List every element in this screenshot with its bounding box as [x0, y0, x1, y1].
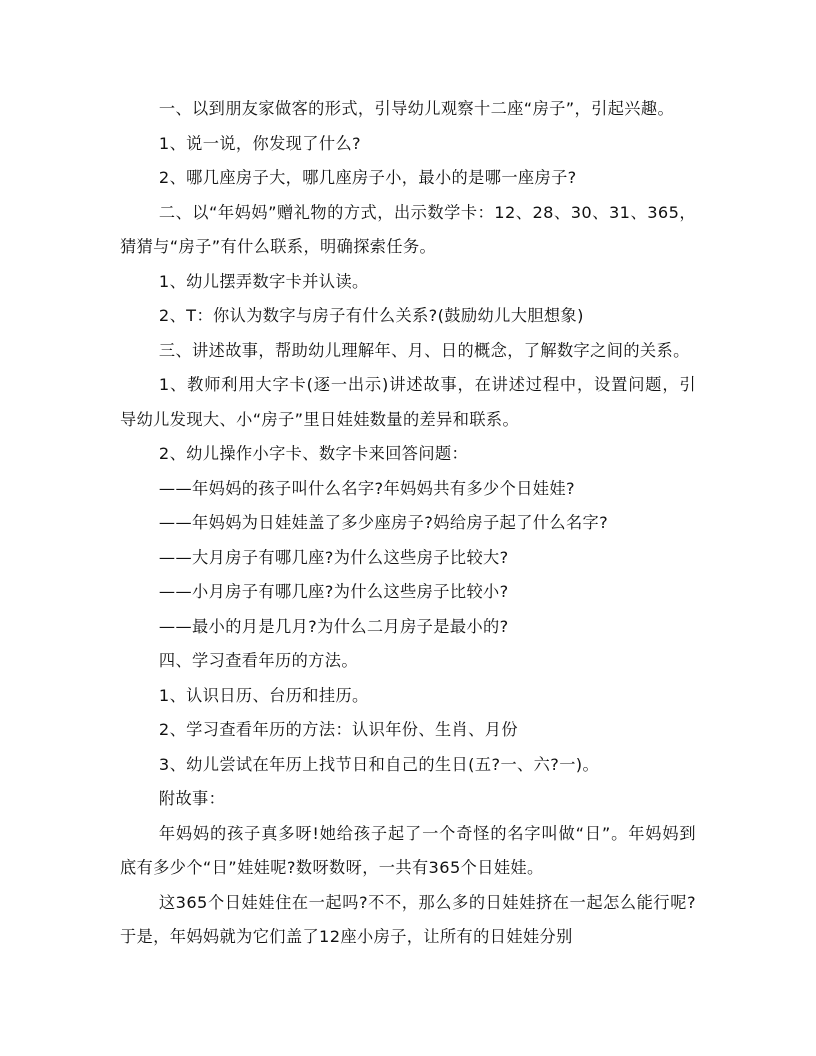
paragraph-8: 1、教师利用大字卡(逐一出示)讲述故事，在讲述过程中，设置问题，引导幼儿发现大、小“房子”里日娃娃数量的差异和联系。 — [120, 375, 696, 429]
appendix-heading: 附故事： — [158, 789, 226, 808]
paragraph-6: 2、T：你认为数字与房子有什么关系?(鼓励幼儿大胆想象) — [158, 306, 584, 325]
paragraph-2: 1、说一说，你发现了什么? — [158, 133, 362, 153]
paragraph-15: 四、学习查看年历的方法。 — [158, 651, 358, 670]
dialogue-question-1: ——年妈妈的孩子叫什么名字?年妈妈共有多少个日娃娃? — [158, 478, 575, 498]
paragraph-4: 二、以“年妈妈”赠礼物的方式，出示数学卡：12、28、30、31、365，猜猜与“房子”有什么联系，明确探索任务。 — [120, 202, 696, 256]
dialogue-question-2: ——年妈妈为日娃娃盖了多少座房子?妈给房子起了什么名字? — [158, 513, 609, 532]
story-paragraph-1: 年妈妈的孩子真多呀!她给孩子起了一个奇怪的名字叫做“日”。年妈妈到底有多少个“日”娃娃呢?数呀数呀，一共有365个日娃娃。 — [120, 823, 696, 877]
document-body — [120, 92, 696, 955]
dialogue-question-4: ——小月房子有哪几座?为什么这些房子比较小? — [158, 582, 509, 601]
dialogue-question-5: ——最小的月是几月?为什么二月房子是最小的? — [158, 616, 509, 636]
paragraph-9: 2、幼儿操作小字卡、数字卡来回答问题： — [158, 444, 469, 463]
story-paragraph-2: 这365个日娃娃住在一起吗?不不，那么多的日娃娃挤在一起怎么能行呢?于是，年妈妈就为它们盖了12座小房子，让所有的日娃娃分别 — [120, 892, 696, 946]
paragraph-17: 2、学习查看年历的方法：认识年份、生肖、月份 — [158, 720, 518, 739]
paragraph-5: 1、幼儿摆弄数字卡并认读。 — [158, 271, 369, 291]
dialogue-question-3: ——大月房子有哪几座?为什么这些房子比较大? — [158, 547, 509, 567]
paragraph-1: 一、以到朋友家做客的形式，引导幼儿观察十二座“房子”，引起兴趣。 — [158, 99, 675, 118]
paragraph-16: 1、认识日历、台历和挂历。 — [158, 685, 369, 705]
paragraph-18: 3、幼儿尝试在年历上找节日和自己的生日(五?一、六?一)。 — [158, 754, 600, 774]
paragraph-3: 2、哪几座房子大，哪几座房子小，最小的是哪一座房子? — [158, 168, 577, 187]
paragraph-7: 三、讲述故事，帮助幼儿理解年、月、日的概念，了解数字之间的关系。 — [158, 340, 690, 360]
